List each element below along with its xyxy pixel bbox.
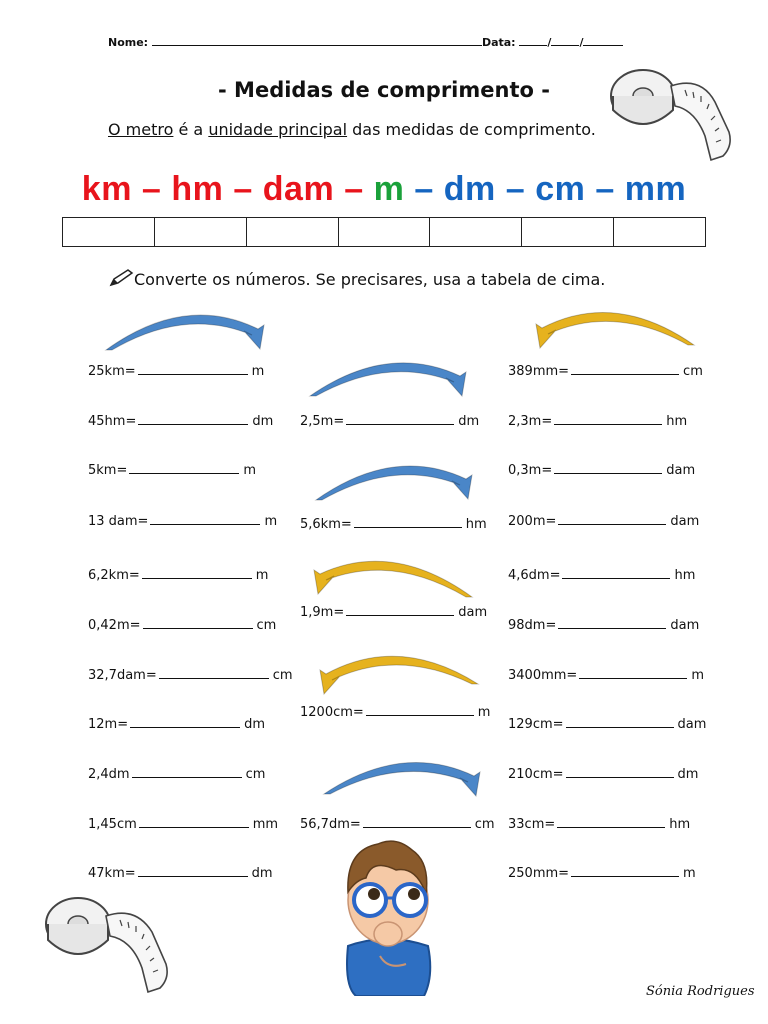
exercise-unit: m xyxy=(691,668,704,683)
signature: Sónia Rodrigues xyxy=(646,984,755,999)
unit-separator: – xyxy=(344,170,364,208)
exercise-question: 5,6km= xyxy=(300,517,352,532)
exercise-question: 1,9m= xyxy=(300,605,345,620)
exercise-question: 3400mm= xyxy=(508,668,578,683)
intro-rest: das medidas de comprimento. xyxy=(347,120,596,139)
unit-hm: hm xyxy=(171,170,224,208)
exercise-unit: hm xyxy=(669,817,691,832)
right-arrow-icon xyxy=(106,315,264,350)
exercise-unit: dam xyxy=(666,463,696,478)
exercise-question: 98dm= xyxy=(508,618,557,633)
nome-label: Nome: xyxy=(108,36,149,49)
exercise-question: 56,7dm= xyxy=(300,817,361,832)
header-line: Nome: Data: / / xyxy=(108,36,623,49)
exercise-question: 2,4dm xyxy=(88,767,130,782)
left-arrow-icon xyxy=(536,312,694,348)
exercise-unit: hm xyxy=(465,517,487,532)
unit-separator: – xyxy=(595,170,615,208)
exercise-unit: dm xyxy=(252,414,274,429)
unit-separator: – xyxy=(414,170,434,208)
exercise-unit: hm xyxy=(666,414,688,429)
exercise-question: 210cm= xyxy=(508,767,564,782)
exercise-question: 33cm= xyxy=(508,817,556,832)
exercise-unit: cm xyxy=(272,668,293,683)
exercise-unit: m xyxy=(264,514,278,529)
exercise-unit: m xyxy=(255,568,269,583)
unit-separator: – xyxy=(141,170,162,208)
right-arrow-icon xyxy=(310,363,466,396)
unit-dm: dm xyxy=(443,170,496,208)
page-title: - Medidas de comprimento - xyxy=(218,78,550,102)
unit-separator: – xyxy=(233,170,253,208)
intro-underlined-unidade: unidade principal xyxy=(208,120,348,139)
exercise-question: 25km= xyxy=(88,364,136,379)
exercise-question: 2,3m= xyxy=(508,414,553,429)
exercise-unit: dam xyxy=(670,514,700,529)
exercise-question: 1,45cm xyxy=(88,817,137,832)
exercise-question: 0,3m= xyxy=(508,463,553,478)
exercise-question: 6,2km= xyxy=(88,568,140,583)
unit-mm: mm xyxy=(624,170,687,208)
exercise-unit: dm xyxy=(251,866,273,881)
exercise-question: 2,5m= xyxy=(300,414,345,429)
instruction-text: Converte os números. Se precisares, usa a tabela de cima. xyxy=(134,270,606,289)
data-label: Data: xyxy=(481,36,516,49)
exercise-unit: cm xyxy=(474,817,495,832)
exercise-question: 129cm= xyxy=(508,717,564,732)
exercise-unit: dam xyxy=(670,618,700,633)
right-arrow-icon xyxy=(316,466,472,500)
exercise-question: 250mm= xyxy=(508,866,570,881)
unit-cm: cm xyxy=(535,170,586,208)
exercise-question: 0,42m= xyxy=(88,618,141,633)
exercise-unit: cm xyxy=(256,618,277,633)
exercise-unit: dm xyxy=(244,717,266,732)
exercise-unit: m xyxy=(243,463,257,478)
unit-dam: dam xyxy=(262,170,335,208)
exercise-unit: m xyxy=(251,364,265,379)
exercise-unit: hm xyxy=(674,568,696,583)
unit-m: m xyxy=(373,170,405,208)
exercise-unit: cm xyxy=(683,364,703,379)
exercise-unit: dam xyxy=(677,717,707,732)
unit-km: km xyxy=(81,170,132,208)
intro-middle: é a xyxy=(173,120,209,139)
exercise-question: 47km= xyxy=(88,866,136,881)
exercise-question: 32,7dam= xyxy=(88,668,157,683)
unit-separator: – xyxy=(505,170,526,208)
exercise-question: 5km= xyxy=(88,463,128,478)
exercise-unit: dm xyxy=(458,414,480,429)
exercise-unit: cm xyxy=(245,767,266,782)
exercise-unit: mm xyxy=(252,817,279,832)
left-arrow-icon xyxy=(320,656,478,694)
exercise-unit: m xyxy=(683,866,696,881)
exercise-question: 12m= xyxy=(88,717,129,732)
exercise-question: 1200cm= xyxy=(300,705,364,720)
right-arrow-icon xyxy=(324,763,480,796)
left-arrow-icon xyxy=(314,561,472,597)
tape-measure-icon xyxy=(40,890,190,996)
exercise-unit: m xyxy=(477,705,491,720)
exercise-question: 45hm= xyxy=(88,414,137,429)
exercise-question: 389mm= xyxy=(508,364,570,379)
exercise-question: 13 dam= xyxy=(88,514,149,529)
exercise-question: 200m= xyxy=(508,514,557,529)
intro-underlined-metro: O metro xyxy=(108,120,174,139)
exercise-unit: dam xyxy=(458,605,488,620)
exercise-unit: dm xyxy=(677,767,699,782)
exercise-question: 4,6dm= xyxy=(508,568,561,583)
thinking-boy-illustration xyxy=(326,836,448,996)
